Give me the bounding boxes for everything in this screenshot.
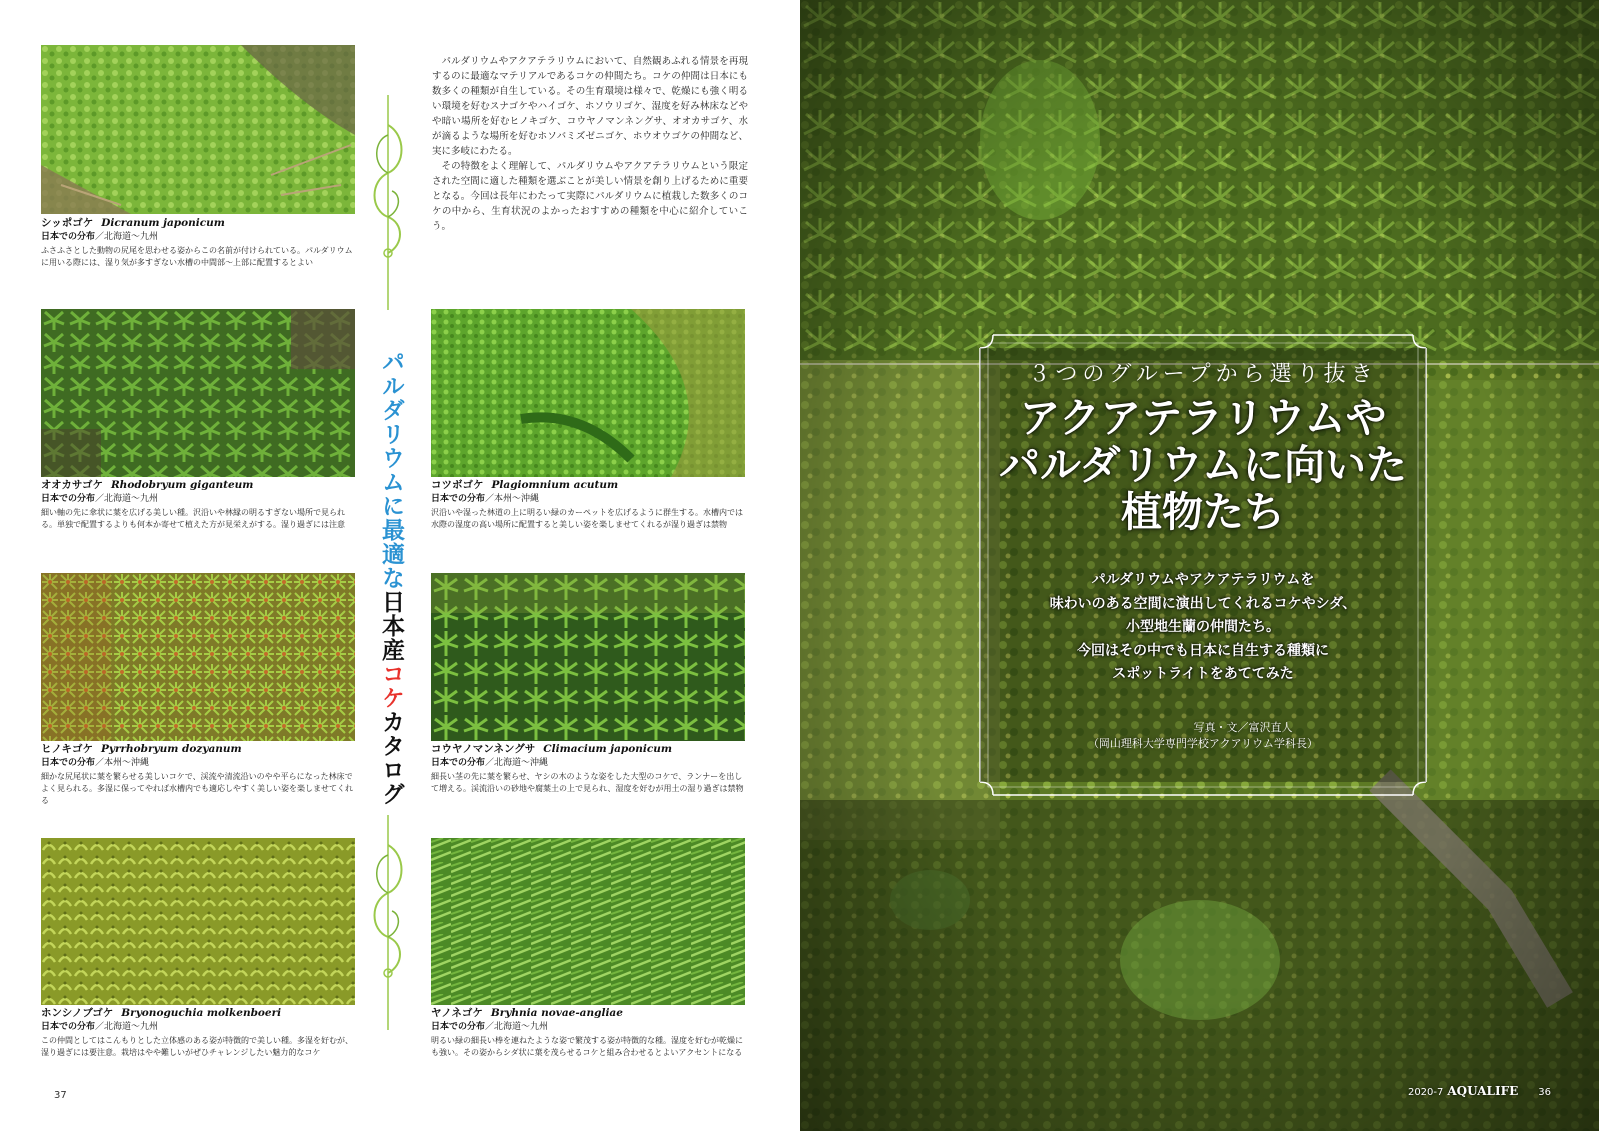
entry-description: ふさふさとした動物の尻尾を思わせる姿からこの名前が付けられている。パルダリウムに用いる際には、湿り気が多すぎない水槽の中間部〜上部に配置するとよい (41, 246, 353, 267)
photo-plagiomnium-acutum (431, 309, 745, 477)
feature-lead-line-4: 今回はその中でも日本に自生する種類に (1077, 642, 1329, 659)
entry-distribution: 日本での分布／北海道〜沖縄 (431, 758, 549, 768)
magazine-logo: AQUALIFE (1447, 1084, 1519, 1098)
intro-paragraph-2: その特徴をよく理解して、パルダリウムやアクアテラリウムという限定された空間に適した種類を選ぶことが美しい情景を創り上げるために重要となる。今回は長年にわたって実際にパルダリウムに植栽した数多くのコケの中から、生育状況のよかったおすすめの種類を中心に紹介していこう。 (432, 161, 748, 232)
entry-distribution: 日本での分布／北海道〜九州 (431, 1022, 549, 1032)
entry-description: 明るい緑の細長い棒を連ねたような姿で繁茂する姿が特徴的な種。湿度を好むが乾燥にも強い。その姿からシダ状に葉を茂らせるコケと組み合わせるとよいアクセントになる (431, 1036, 743, 1057)
feature-title-line-1: アクアテラリウムや (1019, 394, 1387, 442)
vertical-title (376, 350, 406, 806)
right-page (800, 0, 1599, 1131)
credit-author: 写真・文／富沢直人 (1193, 721, 1293, 734)
feature-lead-line-2: 味わいのある空間に演出してくれるコケやシダ、 (1049, 595, 1357, 612)
feature-credit (978, 720, 1428, 752)
feature-title-line-3: 植物たち (1121, 488, 1285, 536)
feature-title-line-2: パルダリウムに向いた (999, 441, 1407, 489)
entry-name: コウヤノマンネングサ Climacium japonicum (431, 743, 673, 755)
entry-climacium-japonicum (431, 742, 745, 795)
ornament-bottom-icon (366, 815, 410, 1030)
vertical-title-part4: カタログ (378, 710, 404, 806)
entry-name: ホンシノブゴケ Bryonoguchia molkenboeri (41, 1007, 282, 1019)
entry-description: 沢沿いや湿った林道の上に明るい緑のカーペットを広げるように群生する。水槽内では水際の湿度の高い場所に配置すると美しい姿を楽しませてくれるが湿り過ぎは禁物 (431, 508, 743, 529)
page-number-right: 36 (1538, 1087, 1551, 1098)
entry-description: 細かな尻尾状に葉を繁らせる美しいコケで、渓流や清流沿いのやや平らになった林床でよく見られる。多湿に保ってやれば水槽内でも適応しやすく美しい姿を楽しませてくれる (41, 772, 353, 805)
issue-date: 2020-7 (1407, 1087, 1444, 1098)
title-frame (978, 333, 1428, 797)
page-footer (1408, 1084, 1551, 1098)
photo-bryonoguchia-molkenboeri (41, 838, 355, 1005)
entry-pyrrhobryum-dozyanum (41, 742, 355, 807)
feature-title (978, 395, 1428, 536)
entry-name: コツボゴケ Plagiomnium acutum (431, 479, 619, 491)
entry-name: ヒノキゴケ Pyrrhobryum dozyanum (41, 743, 242, 755)
entry-name: ヤノネゴケ Bryhnia novae-angliae (431, 1007, 623, 1019)
entry-distribution: 日本での分布／北海道〜九州 (41, 1022, 159, 1032)
entry-description: この仲間としてはこんもりとした立体感のある姿が特徴的で美しい種。多湿を好むが、湿り過ぎには要注意。栽培はやや難しいがぜひチャレンジしたい魅力的なコケ (41, 1036, 353, 1057)
ornament-top-icon (366, 95, 410, 310)
feature-lead-line-1: パルダリウムやアクアテラリウムを (1091, 572, 1315, 588)
entry-distribution: 日本での分布／北海道〜九州 (41, 494, 159, 504)
entry-name: シッポゴケ Dicranum japonicum (41, 217, 225, 229)
vertical-title-part1: パルダリウムに最適な (378, 350, 404, 590)
feature-lead-line-5: スポットライトをあててみた (1112, 666, 1294, 682)
entry-distribution: 日本での分布／北海道〜九州 (41, 232, 159, 242)
photo-rhodobryum-giganteum (41, 309, 355, 477)
entry-distribution: 日本での分布／本州〜沖縄 (431, 494, 540, 504)
title-block (978, 333, 1428, 797)
entry-description: 細い軸の先に傘状に葉を広げる美しい種。沢沿いや林縁の明るすぎない場所で見られる。単独で配置するよりも何本か寄せて植えた方が見栄えがする。湿り過ぎには注意 (41, 508, 345, 529)
entry-bryonoguchia-molkenboeri (41, 1006, 355, 1059)
entry-rhodobryum-giganteum (41, 478, 355, 531)
feature-subtitle: ３つのグループから選り抜き (1028, 362, 1378, 387)
entry-description: 細長い茎の先に葉を繁らせ、ヤシの木のような姿をした大型のコケで、ランナーを出して増える。渓流沿いの砂地や腐葉土の上で見られ、湿度を好むが用土の湿り過ぎは禁物 (431, 772, 744, 793)
entry-name: オオカサゴケ Rhodobryum giganteum (41, 479, 254, 491)
intro-text (432, 54, 748, 234)
vertical-title-part2: 日本産 (378, 590, 404, 662)
photo-dicranum-japonicum (41, 45, 355, 214)
photo-bryhnia-novae-angliae (431, 838, 745, 1005)
credit-affiliation: （岡山理科大学専門学校アクアリウム学科長） (1087, 737, 1319, 750)
vertical-title-part3: コケ (378, 662, 404, 710)
entry-distribution: 日本での分布／本州〜沖縄 (41, 758, 150, 768)
photo-pyrrhobryum-dozyanum (41, 573, 355, 741)
entry-bryhnia-novae-angliae (431, 1006, 745, 1059)
photo-climacium-japonicum (431, 573, 745, 741)
intro-paragraph-1: パルダリウムやアクアテラリウムにおいて、自然観あふれる情景を再現するのに最適なマテリアルであるコケの仲間たち。コケの仲間は日本にも数多くの種類が自生している。その生育環境は様々で、乾燥にも強く明るい環境を好むスナゴケやハイゴケ、ホソウリゴケ、湿度を好み林床などやや暗い場所を好むヒノキゴケ、コウヤノマンネングサ、オオカサゴケ、水が滴るような場所を好むホソバミズゼニゴケ、ホウオウゴケの仲間など、実に多岐にわたる。 (432, 56, 748, 157)
feature-lead-line-3: 小型地生蘭の仲間たち。 (1126, 619, 1280, 635)
page-number-left: 37 (54, 1090, 67, 1101)
feature-lead (978, 569, 1428, 687)
entry-plagiomnium-acutum (431, 478, 745, 531)
entry-dicranum-japonicum (41, 216, 355, 269)
